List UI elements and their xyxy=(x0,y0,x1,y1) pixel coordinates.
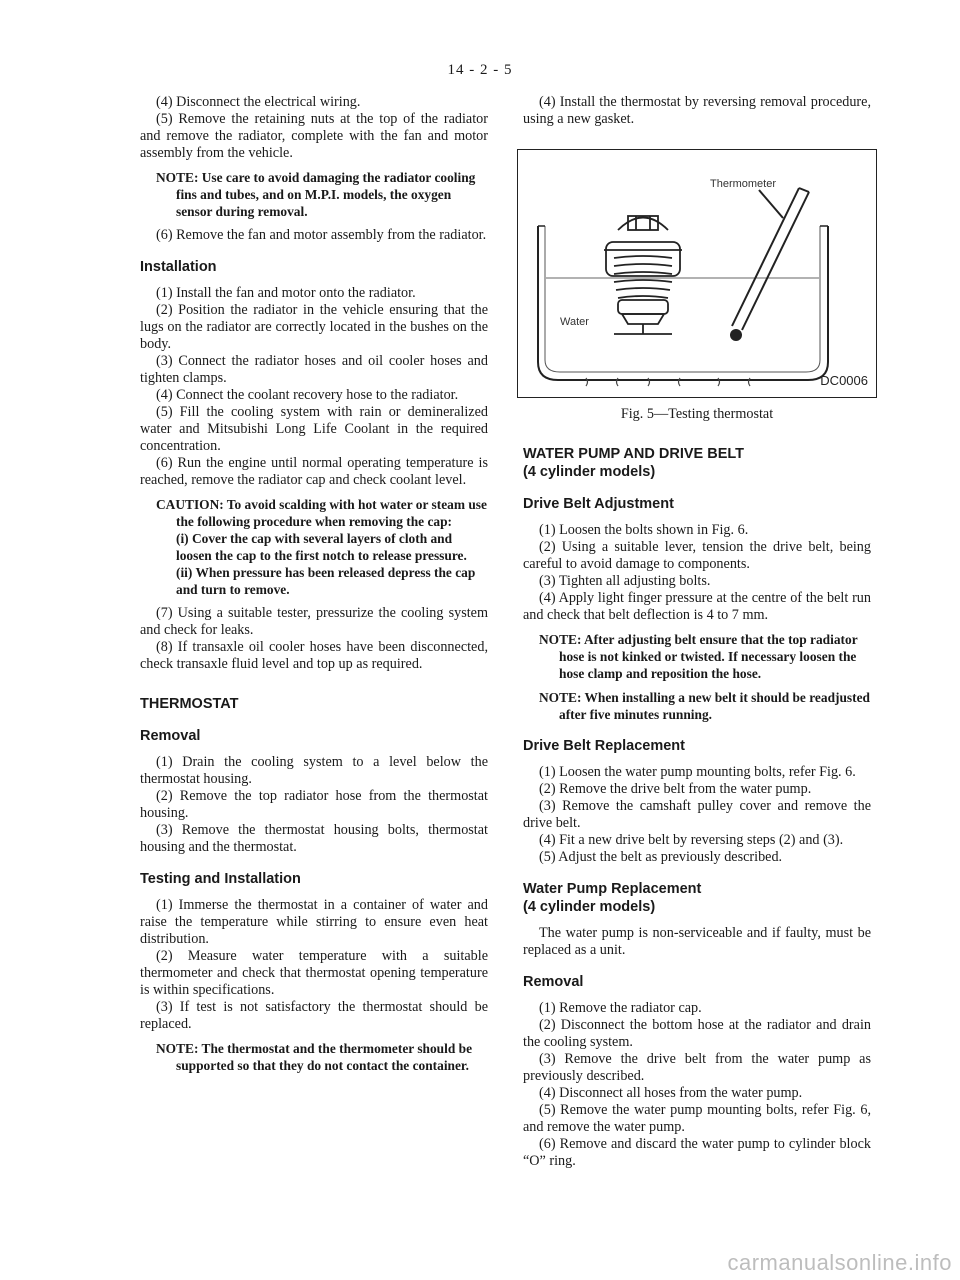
step: (6) Remove and discard the water pump to cylinder block “O” ring. xyxy=(523,1136,871,1169)
water-pump-heading xyxy=(523,445,871,481)
left-column xyxy=(140,94,488,1081)
figure-code: DC0006 xyxy=(820,373,868,388)
heading-line: (4 cylinder models) xyxy=(523,464,656,480)
step: (2) Remove the top radiator hose from the thermostat housing. xyxy=(140,788,488,821)
note: NOTE: Use care to avoid damaging the radiator cooling fins and tubes, and on M.P.I. models, the oxygen sensor during removal. xyxy=(156,170,476,219)
figure-caption: Fig. 5—Testing thermostat xyxy=(620,406,774,422)
step: (1) Loosen the water pump mounting bolts, refer Fig. 6. xyxy=(539,764,856,780)
step: (3) Remove the camshaft pulley cover and remove the drive belt. xyxy=(523,798,871,831)
step: (3) Remove the thermostat housing bolts, thermostat housing and the thermostat. xyxy=(140,822,488,855)
step: (2) Measure water temperature with a suitable thermometer and check that thermostat opening temperature is within specifications. xyxy=(140,948,488,998)
step: (4) Apply light finger pressure at the centre of the belt run and check that belt deflection is 4 to 7 mm. xyxy=(523,590,871,623)
step: (1) Drain the cooling system to a level below the thermostat housing. xyxy=(140,754,488,787)
step: (5) Adjust the belt as previously described. xyxy=(539,849,783,865)
right-column xyxy=(523,94,871,1170)
testing-heading: Testing and Installation xyxy=(140,871,301,887)
drive-belt-replacement-heading: Drive Belt Replacement xyxy=(523,738,685,754)
paragraph: (6) Remove the fan and motor assembly from the radiator. xyxy=(156,227,487,243)
step: (6) Run the engine until normal operating temperature is reached, remove the radiator cap and check coolant level. xyxy=(140,455,488,488)
step: (1) Loosen the bolts shown in Fig. 6. xyxy=(539,522,749,538)
note: NOTE: When installing a new belt it should be readjusted after five minutes running. xyxy=(539,690,870,722)
paragraph: The water pump is non-serviceable and if faulty, must be replaced as a unit. xyxy=(523,925,871,958)
step: (2) Remove the drive belt from the water pump. xyxy=(539,781,812,797)
step: (3) If test is not satisfactory the thermostat should be replaced. xyxy=(140,999,488,1032)
page-number: 14 - 2 - 5 xyxy=(447,62,513,78)
step: (1) Install the fan and motor onto the radiator. xyxy=(156,285,416,301)
heading-line: WATER PUMP AND DRIVE BELT xyxy=(523,446,744,462)
step: (8) If transaxle oil cooler hoses have been disconnected, check transaxle fluid level and top up as required. xyxy=(140,639,488,672)
removal-heading: Removal xyxy=(140,728,201,744)
step: (3) Tighten all adjusting bolts. xyxy=(539,573,711,589)
step: (2) Using a suitable lever, tension the drive belt, being careful to avoid damage to components. xyxy=(523,539,871,572)
watermark: carmanualsonline.info xyxy=(727,1250,952,1275)
step: (3) Remove the drive belt from the water pump as previously described. xyxy=(523,1051,871,1084)
step: (3) Connect the radiator hoses and oil cooler hoses and tighten clamps. xyxy=(140,353,488,386)
removal-heading: Removal xyxy=(523,974,584,990)
water-label: Water xyxy=(560,316,589,328)
note: NOTE: The thermostat and the thermometer should be supported so that they do not contact the container. xyxy=(156,1041,473,1073)
step: (1) Remove the radiator cap. xyxy=(539,1000,702,1016)
caution-line: (ii) When pressure has been released depress the cap and turn to remove. xyxy=(176,565,476,597)
thermostat-illustration xyxy=(518,150,878,399)
thermometer-label: Thermometer xyxy=(710,178,777,190)
paragraph: (5) Remove the retaining nuts at the top of the radiator and remove the radiator, complete with the fan and motor assembly from the vehicle. xyxy=(140,111,488,161)
step: (4) Connect the coolant recovery hose to the radiator. xyxy=(156,387,459,403)
heading-line: Water Pump Replacement xyxy=(523,881,702,897)
step: (4) Disconnect all hoses from the water pump. xyxy=(539,1085,803,1101)
note: NOTE: After adjusting belt ensure that the top radiator hose is not kinked or twisted. If necessary loosen the hose clamp and reposition the hose. xyxy=(539,632,858,681)
step: (2) Position the radiator in the vehicle ensuring that the lugs on the radiator are correctly located in the bushes on the body. xyxy=(140,302,488,352)
heading-line: (4 cylinder models) xyxy=(523,899,656,915)
caution-note xyxy=(156,496,488,598)
figure-testing-thermostat xyxy=(517,149,877,398)
paragraph: (4) Disconnect the electrical wiring. xyxy=(156,94,361,110)
step: (5) Remove the water pump mounting bolts, refer Fig. 6, and remove the water pump. xyxy=(523,1102,871,1135)
step: (5) Fill the cooling system with rain or demineralized water and Mitsubishi Long Life Coolant in the required concentration. xyxy=(140,404,488,454)
step: (2) Disconnect the bottom hose at the radiator and drain the cooling system. xyxy=(523,1017,871,1050)
step: (4) Fit a new drive belt by reversing steps (2) and (3). xyxy=(539,832,844,848)
water-pump-replacement-heading xyxy=(523,880,871,916)
paragraph: (4) Install the thermostat by reversing removal procedure, using a new gasket. xyxy=(523,94,871,127)
caution-line: (i) Cover the cap with several layers of cloth and loosen the cap to the first notch to release pressure. xyxy=(176,531,467,563)
caution-line: CAUTION: To avoid scalding with hot water or steam use the following procedure when removing the cap: xyxy=(156,497,487,529)
thermostat-heading: THERMOSTAT xyxy=(140,696,239,712)
drive-belt-adjustment-heading: Drive Belt Adjustment xyxy=(523,496,674,512)
step: (1) Immerse the thermostat in a container of water and raise the temperature while stirring to ensure even heat distribution. xyxy=(140,897,488,947)
installation-heading: Installation xyxy=(140,259,217,275)
step: (7) Using a suitable tester, pressurize the cooling system and check for leaks. xyxy=(140,605,488,638)
